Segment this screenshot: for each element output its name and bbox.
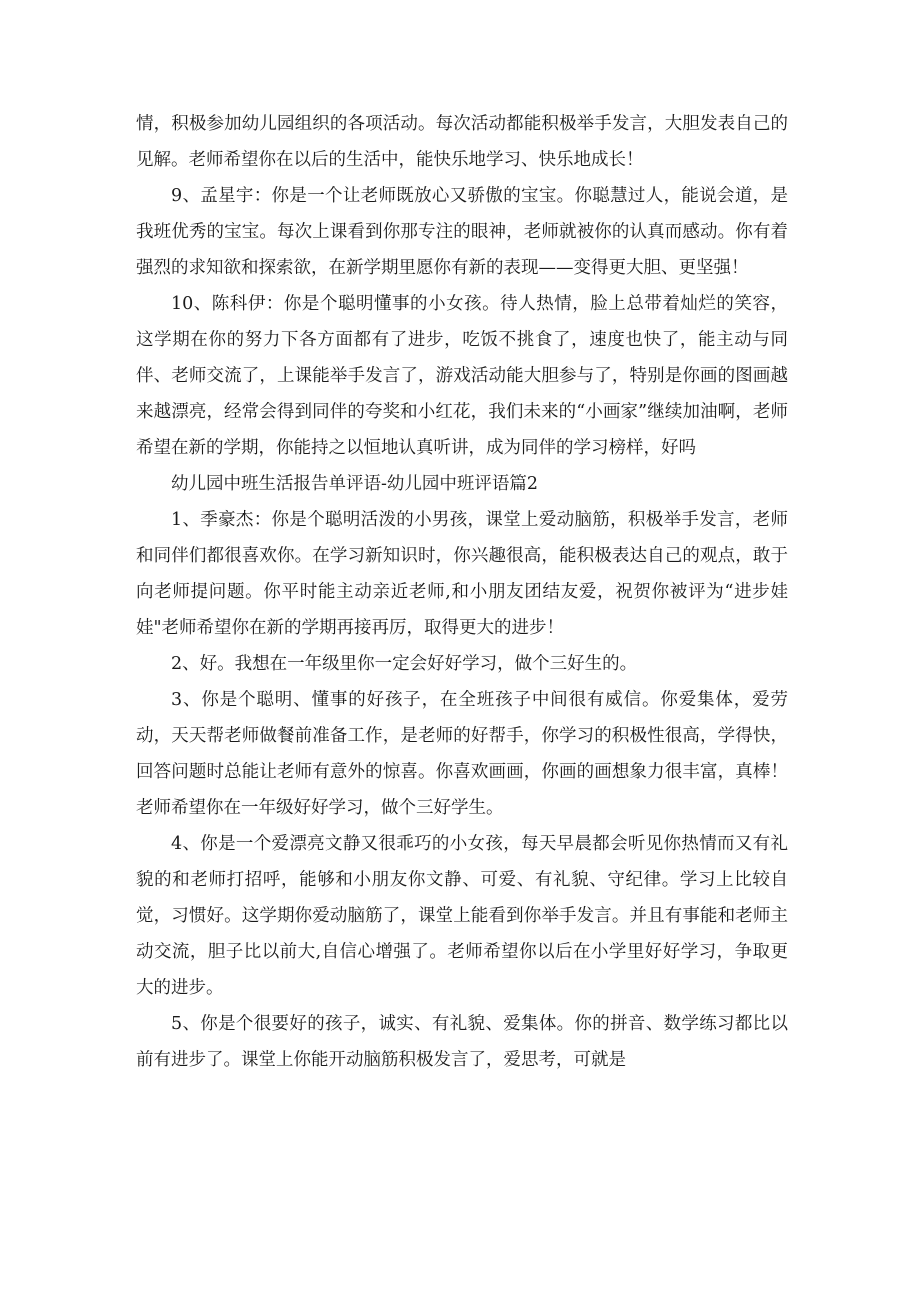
paragraph-comment-1: 1、季豪杰：你是个聪明活泼的小男孩，课堂上爱动脑筋，积极举手发言，老师和同伴们都很喜欢你。在学习新知识时，你兴趣很高，能积极表达自己的观点，敢于向老师提问题。你平时能主动亲近老师,和小朋友团结友爱，祝贺你被评为“进步娃娃"老师希望你在新的学期再接再厉，取得更大的进步！ bbox=[136, 510, 788, 638]
paragraph-comment-3: 3、你是个聪明、懂事的好孩子，在全班孩子中间很有威信。你爱集体，爱劳动，天天帮老师做餐前准备工作，是老师的好帮手，你学习的积极性很高，学得快，回答问题时总能让老师有意外的惊喜。你喜欢画画，你画的画想象力很丰富，真棒！老师希望你在一年级好好学习，做个三好学生。 bbox=[136, 690, 788, 818]
paragraph-comment-2: 2、好。我想在一年级里你一定会好好学习，做个三好生的。 bbox=[171, 654, 638, 674]
document-body bbox=[136, 106, 788, 1078]
paragraph-comment-4: 4、你是一个爱漂亮文静又很乖巧的小女孩，每天早晨都会听见你热情而又有礼貌的和老师打招呼，能够和小朋友你文静、可爱、有礼貌、守纪律。学习上比较自觉，习惯好。这学期你爱动脑筋了，课堂上能看到你举手发言。并且有事能和老师主动交流，胆子比以前大,自信心增强了。老师希望你以后在小学里好好学习，争取更大的进步。 bbox=[136, 834, 788, 998]
paragraph-comment-9: 9、孟星宇：你是一个让老师既放心又骄傲的宝宝。你聪慧过人，能说会道，是我班优秀的宝宝。每次上课看到你那专注的眼神，老师就被你的认真而感动。你有着强烈的求知欲和探索欲，在新学期里愿你有新的表现——变得更大胆、更坚强！ bbox=[136, 186, 788, 278]
paragraph-comment-5: 5、你是个很要好的孩子，诚实、有礼貌、爱集体。你的拼音、数学练习都比以前有进步了。课堂上你能开动脑筋积极发言了，爱思考，可就是 bbox=[136, 1014, 788, 1070]
section-heading: 幼儿园中班生活报告单评语-幼儿园中班评语篇2 bbox=[171, 474, 539, 494]
paragraph-comment-10: 10、陈科伊：你是个聪明懂事的小女孩。待人热情，脸上总带着灿烂的笑容，这学期在你的努力下各方面都有了进步，吃饭不挑食了，速度也快了，能主动与同伴、老师交流了，上课能举手发言了，游戏活动能大胆参与了，特别是你画的图画越来越漂亮，经常会得到同伴的夸奖和小红花，我们未来的“小画家”继续加油啊，老师希望在新的学期，你能持之以恒地认真听讲，成为同伴的学习榜样，好吗 bbox=[136, 294, 788, 458]
paragraph-continuation: 情，积极参加幼儿园组织的各项活动。每次活动都能积极举手发言，大胆发表自己的见解。老师希望你在以后的生活中，能快乐地学习、快乐地成长！ bbox=[136, 114, 788, 170]
